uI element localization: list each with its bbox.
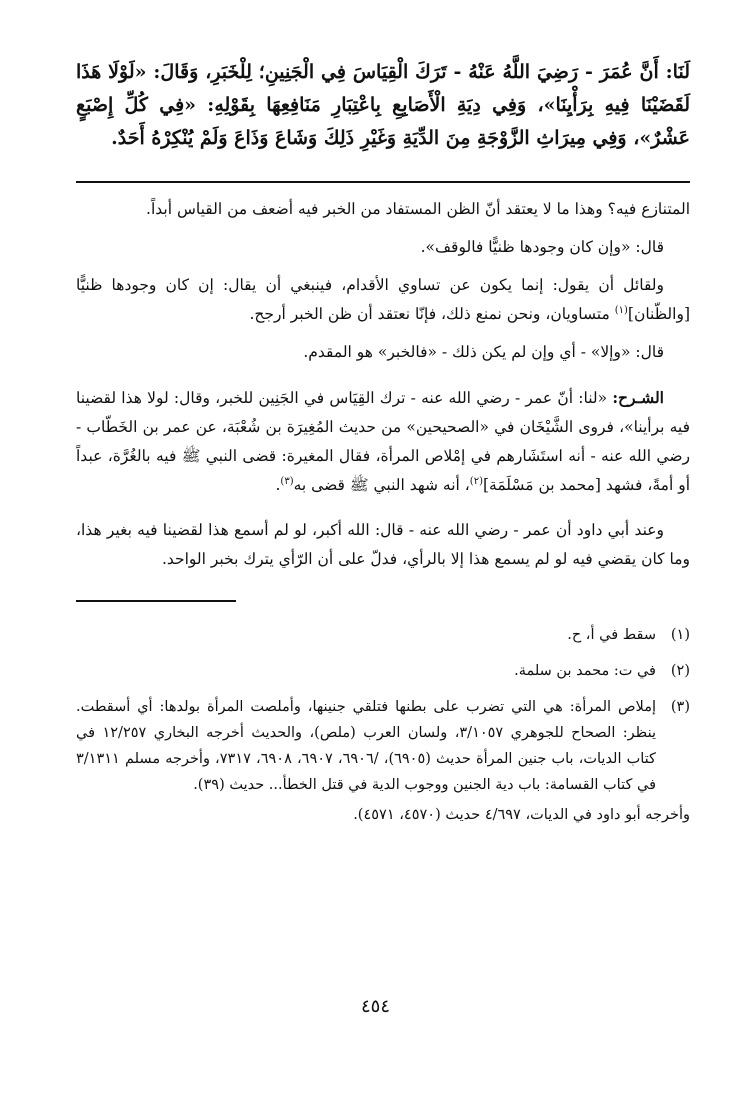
footnote-text: سقط في أ، ح. [567, 627, 656, 643]
footnote-item [76, 694, 690, 798]
commentary-text: ، أنه شهد النبي ﷺ قضى به [293, 476, 470, 494]
page-number: ٤٥٤ [360, 996, 390, 1017]
commentary-paragraph [76, 271, 690, 329]
commentary-paragraph: قال: «وإن كان وجودها ظنيًّا فالوقف». [420, 238, 664, 256]
commentary-paragraph: المتنازع فيه؟ وهذا ما لا يعتقد أنّ الظن المستفاد من الخبر فيه أضعف من القياس أبداً. [146, 200, 690, 218]
commentary-paragraph: قال: «وإلا» - أي وإن لم يكن ذلك - «فالخبر» هو المقدم. [303, 343, 664, 361]
matn-text: لَنَا: أَنَّ عُمَرَ - رَضِيَ اللَّهُ عَنْهُ - تَرَكَ الْقِيَاسَ فِي الْجَنِينِ؛ لِلْخَبَرِ، وَقَالَ: «لَوْلَا هَذَا لَقَضَيْنَا فِيهِ بِرَأْيِنَا»، وَفِي دِيَةِ الْأَصَابِعِ بِاعْتِبَارِ مَنَافِعِهَا بِقَوْلِهِ: «فِي كُلِّ إِصْبَعٍ عَشْرٌ»، وَفِي مِيرَاثِ الزَّوْجَةِ مِنَ الدِّيَةِ وَغَيْرِ ذَلِكَ وَشَاعَ وَذَاعَ وَلَمْ يُنْكِرْهُ أَحَدٌ. [76, 61, 690, 149]
commentary [76, 195, 690, 574]
separator-line [76, 181, 690, 183]
footnote-number: (١) [670, 627, 690, 643]
commentary-paragraph [76, 383, 690, 500]
footnote-number: (٣) [670, 699, 690, 715]
page-body [76, 56, 690, 828]
footnote-ref[interactable]: (١) [614, 304, 628, 316]
footnote-text: في ت: محمد بن سلمة. [514, 663, 656, 679]
commentary-text: ولقائل أن يقول: إنما يكون عن تساوي الأقدام، فينبغي أن يقال: إن كان وجودها ظنيًّا [والظّنان] [76, 276, 690, 323]
footnote-separator [76, 600, 236, 602]
sharh-heading: الشـرح: [612, 388, 664, 407]
footnote-number: (٢) [670, 663, 690, 679]
commentary-text: . [275, 476, 281, 494]
footnote-ref[interactable]: (٣) [280, 475, 294, 487]
footnote-text: إملاص المرأة: هي التي تضرب على بطنها فتلقي جنينها، وأملصت المرأة بولدها: أي أسقطت. ينظر: الصحاح للجوهري ٣/١٠٥٧، ولسان العرب (ملص)، والحديث أخرجه البخاري ١٢/٢٥٧ في كتاب الديات، باب جنين المرأة حديث (٦٩٠٥)، /٦٩٠٦، ٦٩٠٧، ٦٩٠٨، ٧٣١٧، وأخرجه مسلم ٣/١٣١١ في كتاب القسامة: باب دية الجنين ووجوب الدية في قتل الخطأ... حديث (٣٩). [76, 699, 656, 793]
footnote-ref[interactable]: (٢) [469, 475, 483, 487]
footnotes [76, 622, 690, 828]
commentary-paragraph: وعند أبي داود أن عمر - رضي الله عنه - قال: الله أكبر، لو لم أسمع هذا لقضينا فيه بغير هذا، وما كان يقضي فيه لو لم يسمع هذا إلا بالرأي، فدلّ على أن الرّأي يترك بخبر الواحد. [76, 521, 690, 568]
commentary-text: «لنا: أنّ عمر - رضي الله عنه - ترك القِيَاس في الجَنِين للخبر، وقال: لولا هذا لقضينا فيه برأينا»، فروى الشَّيْخَان في «الصحيحين» من حديث المُغِيرَة بن شُعْبَة، عن عمر بن الخَطّاب - رضي الله عنه - أنه استَشَارهم في إمْلاص المرأة، فقال المغيرة: قضى النبي ﷺ فيه بالغُرَّة، عبداً أو أمةً، فشهد [محمد بن مَسْلَمَة] [76, 389, 690, 494]
footnote-continuation: وأخرجه أبو داود في الديات، ٤/٦٩٧ حديث (٤٥٧٠، ٤٥٧١). [353, 807, 690, 823]
footnote-item [76, 658, 690, 684]
footnote-item [76, 622, 690, 648]
commentary-text: متساويان، ونحن نمنع ذلك، فإنّا نعتقد أن ظن الخبر أرجح. [249, 305, 615, 323]
